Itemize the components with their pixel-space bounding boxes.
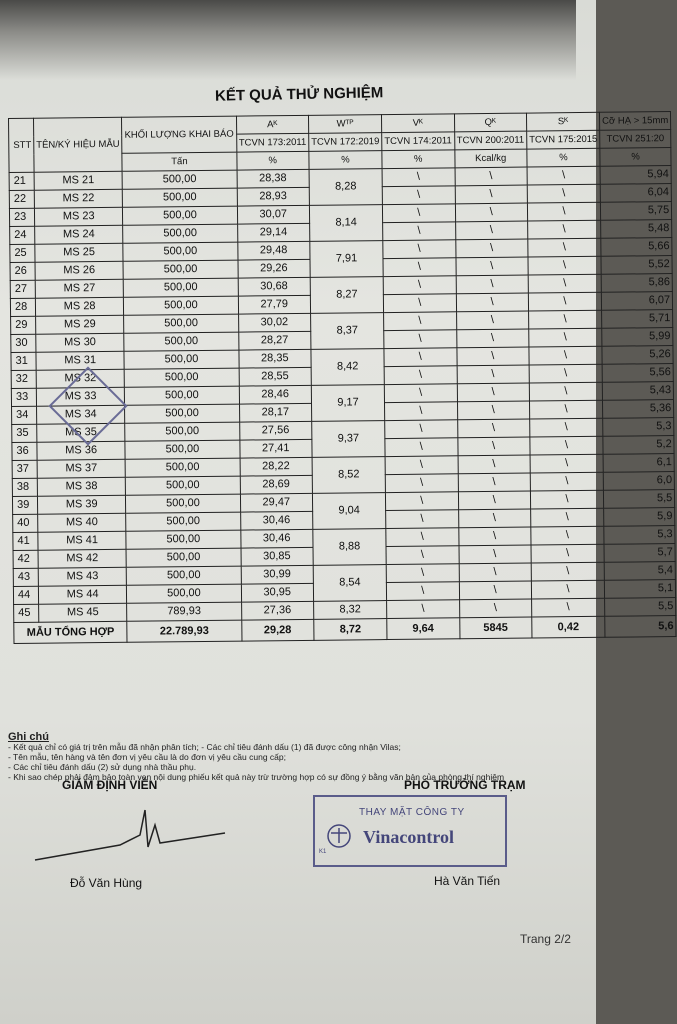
cell-kl: 500,00: [123, 242, 237, 261]
cell-q: \: [456, 293, 529, 312]
cell-s: \: [529, 346, 602, 365]
cell-stt: 23: [9, 208, 34, 226]
cell-v: \: [386, 546, 459, 565]
cell-v: \: [384, 330, 457, 349]
cell-stt: 36: [12, 442, 37, 460]
cell-s: \: [531, 562, 604, 581]
cell-c: 5,5: [603, 490, 674, 509]
cell-s: \: [528, 238, 601, 257]
cell-a: 28,22: [240, 457, 313, 476]
cell-c: 5,52: [601, 256, 672, 275]
total-w: 8,72: [314, 619, 387, 641]
cell-v: \: [386, 528, 459, 547]
cell-a: 28,46: [239, 385, 312, 404]
cell-stt: 26: [10, 262, 35, 280]
cell-q: \: [457, 401, 530, 420]
unit-kl: Tấn: [122, 152, 236, 171]
header-kl: KHỐI LƯỢNG KHAI BÁO: [122, 116, 237, 153]
cell-c: 5,75: [600, 202, 671, 221]
cell-kl: 500,00: [123, 224, 237, 243]
std-q: TCVN 200:2011: [454, 131, 527, 150]
cell-v: \: [386, 510, 459, 529]
cell-a: 29,47: [240, 493, 313, 512]
cell-name: MS 43: [38, 567, 127, 586]
cell-c: 5,56: [602, 364, 673, 383]
cell-v: \: [383, 222, 456, 241]
cell-c: 5,7: [604, 544, 675, 563]
cell-kl: 500,00: [122, 170, 236, 189]
cell-a: 30,46: [240, 511, 313, 530]
cell-v: \: [384, 366, 457, 385]
cell-w: 9,37: [312, 421, 385, 458]
cell-q: \: [456, 311, 529, 330]
cell-name: MS 34: [36, 405, 125, 424]
cell-name: MS 37: [37, 459, 126, 478]
cell-v: \: [385, 402, 458, 421]
cell-v: \: [386, 564, 459, 583]
cell-name: MS 41: [38, 531, 127, 550]
cell-s: \: [531, 598, 604, 617]
header-s: Sᴷ: [526, 112, 599, 131]
cell-c: 5,3: [604, 526, 675, 545]
cell-v: \: [385, 456, 458, 475]
cell-w: 8,32: [314, 601, 387, 620]
header-v: Vᴷ: [382, 114, 455, 133]
cell-stt: 28: [10, 298, 35, 316]
cell-a: 27,56: [239, 421, 312, 440]
cell-w: 9,17: [311, 385, 384, 422]
stamp-code: K1: [319, 849, 327, 855]
cell-v: \: [382, 168, 455, 187]
cell-s: \: [528, 256, 601, 275]
cell-name: MS 45: [39, 603, 128, 622]
cell-c: 6,07: [601, 292, 672, 311]
cell-q: \: [455, 203, 528, 222]
cell-a: 28,55: [239, 367, 312, 386]
cell-q: \: [458, 455, 531, 474]
unit-c: %: [600, 148, 671, 167]
cell-c: 6,04: [600, 184, 671, 203]
cell-q: \: [458, 473, 531, 492]
cell-kl: 500,00: [126, 476, 240, 495]
cell-stt: 34: [12, 406, 37, 424]
cell-stt: 38: [12, 478, 37, 496]
cell-stt: 24: [10, 226, 35, 244]
cell-kl: 500,00: [125, 422, 239, 441]
cell-name: MS 22: [34, 189, 123, 208]
cell-a: 30,95: [241, 583, 314, 602]
cell-v: \: [385, 474, 458, 493]
cell-s: \: [530, 472, 603, 491]
cell-s: \: [529, 400, 602, 419]
cell-c: 6,0: [603, 472, 674, 491]
cell-w: 9,04: [312, 493, 385, 530]
cell-a: 30,68: [238, 277, 311, 296]
cell-s: \: [527, 202, 600, 221]
cell-q: \: [455, 257, 528, 276]
cell-v: \: [384, 348, 457, 367]
cell-q: \: [457, 437, 530, 456]
cell-name: MS 26: [35, 261, 124, 280]
cell-kl: 500,00: [124, 296, 238, 315]
cell-v: \: [384, 384, 457, 403]
cell-a: 27,36: [241, 601, 314, 620]
note-line: - Kết quả chỉ có giá trị trên mẫu đã nhận phân tích; - Các chỉ tiêu đánh dấu (1) đã được công nhận Vilas;: [8, 742, 401, 752]
cell-kl: 500,00: [125, 404, 239, 423]
cell-q: \: [458, 509, 531, 528]
cell-a: 29,26: [238, 259, 311, 278]
cell-q: \: [458, 527, 531, 546]
cell-q: \: [456, 275, 529, 294]
cell-kl: 789,93: [127, 602, 241, 621]
std-v: TCVN 174:2011: [382, 132, 455, 151]
cell-kl: 500,00: [124, 314, 238, 333]
cell-kl: 500,00: [126, 494, 240, 513]
total-a: 29,28: [241, 619, 314, 641]
cell-a: 29,48: [237, 241, 310, 260]
cell-s: \: [530, 436, 603, 455]
cell-stt: 21: [9, 172, 34, 190]
inspector-name: Đỗ Văn Hùng: [70, 876, 143, 890]
unit-s: %: [527, 148, 600, 167]
cell-w: 8,42: [311, 349, 384, 386]
notes-block: [8, 732, 504, 782]
cell-kl: 500,00: [124, 278, 238, 297]
cell-name: MS 28: [35, 297, 124, 316]
cell-name: MS 33: [36, 387, 125, 406]
cell-stt: 25: [10, 244, 35, 262]
std-s: TCVN 175:2015: [527, 130, 600, 149]
cell-name: MS 31: [36, 351, 125, 370]
cell-v: \: [383, 258, 456, 277]
std-c: TCVN 251:20: [600, 130, 671, 149]
cell-v: \: [387, 600, 460, 619]
cell-a: 30,07: [237, 205, 310, 224]
cell-c: 5,99: [602, 328, 673, 347]
cell-a: 30,99: [241, 565, 314, 584]
header-stt: STT: [9, 118, 35, 172]
cell-name: MS 24: [35, 225, 124, 244]
cell-stt: 35: [12, 424, 37, 442]
unit-q: Kcal/kg: [454, 149, 527, 168]
cell-name: MS 38: [37, 477, 126, 496]
cell-a: 28,35: [238, 349, 311, 368]
cell-s: \: [527, 184, 600, 203]
cell-kl: 500,00: [125, 386, 239, 405]
cell-v: \: [386, 582, 459, 601]
total-c: 5,6: [605, 616, 676, 638]
cell-stt: 42: [13, 550, 38, 568]
cell-c: 6,1: [603, 454, 674, 473]
cell-kl: 500,00: [124, 350, 238, 369]
cell-q: \: [455, 167, 528, 186]
cell-a: 28,38: [237, 169, 310, 188]
cell-s: \: [531, 508, 604, 527]
cell-name: MS 42: [38, 549, 127, 568]
cell-name: MS 23: [34, 207, 123, 226]
cell-name: MS 21: [34, 171, 123, 190]
cell-q: \: [456, 347, 529, 366]
cell-stt: 37: [12, 460, 37, 478]
inspector-title: GIÁM ĐỊNH VIÊN: [62, 778, 158, 792]
cell-v: \: [382, 186, 455, 205]
cell-c: 5,2: [603, 436, 674, 455]
cell-kl: 500,00: [126, 512, 240, 531]
note-line: - Khi sao chép phải đảm bảo toàn vẹn nội dung phiếu kết quả này trừ trường hợp có sự đồng ý bằng văn bản của phòng thí nghiệm: [8, 772, 505, 782]
cell-stt: 39: [12, 496, 37, 514]
total-s: 0,42: [532, 616, 605, 638]
unit-v: %: [382, 150, 455, 169]
cell-c: 5,48: [601, 220, 672, 239]
cell-q: \: [459, 563, 532, 582]
deputy-title: PHÓ TRƯỞNG TRẠM: [404, 778, 526, 792]
cell-s: \: [528, 292, 601, 311]
cell-kl: 500,00: [123, 188, 237, 207]
total-q: 5845: [459, 617, 532, 639]
cell-kl: 500,00: [127, 566, 241, 585]
cell-a: 28,93: [237, 187, 310, 206]
notes-heading: Ghi chú: [8, 731, 49, 743]
cell-name: MS 40: [38, 513, 127, 532]
cell-name: MS 39: [37, 495, 126, 514]
unit-w: %: [309, 151, 382, 170]
cell-c: 5,36: [603, 400, 674, 419]
cell-v: \: [385, 420, 458, 439]
cell-w: 8,27: [310, 277, 383, 314]
cell-stt: 27: [10, 280, 35, 298]
cell-a: 30,85: [241, 547, 314, 566]
cell-s: \: [529, 364, 602, 383]
cell-kl: 500,00: [125, 440, 239, 459]
cell-stt: 30: [11, 334, 36, 352]
company-stamp: [313, 795, 507, 867]
cell-v: \: [386, 492, 459, 511]
cell-a: 27,41: [239, 439, 312, 458]
cell-v: \: [383, 204, 456, 223]
cell-c: 5,3: [603, 418, 674, 437]
cell-s: \: [527, 166, 600, 185]
cell-name: MS 36: [37, 441, 126, 460]
cell-s: \: [529, 328, 602, 347]
cell-w: 7,91: [310, 241, 383, 278]
cell-v: \: [384, 312, 457, 331]
cell-c: 5,4: [604, 562, 675, 581]
note-line: - Tên mẫu, tên hàng và tên đơn vị yêu cầu là do đơn vị yêu cầu cung cấp;: [8, 752, 286, 762]
results-table: [8, 111, 677, 644]
cell-stt: 40: [13, 514, 38, 532]
cell-c: 5,71: [602, 310, 673, 329]
cell-kl: 500,00: [124, 332, 238, 351]
cell-q: \: [455, 239, 528, 258]
cell-c: 5,66: [601, 238, 672, 257]
cell-name: MS 25: [35, 243, 124, 262]
cell-name: MS 32: [36, 369, 125, 388]
header-a: Aᴷ: [236, 115, 309, 134]
cell-c: 5,5: [605, 598, 676, 617]
cell-s: \: [529, 382, 602, 401]
cell-a: 27,79: [238, 295, 311, 314]
cell-s: \: [528, 220, 601, 239]
inspector-signature: [30, 805, 230, 865]
cell-kl: 500,00: [125, 458, 239, 477]
cell-w: 8,14: [309, 205, 382, 242]
total-label: MẪU TỔNG HỢP: [14, 621, 128, 643]
cell-q: \: [459, 581, 532, 600]
cell-q: \: [458, 491, 531, 510]
cell-a: 29,14: [237, 223, 310, 242]
cell-v: \: [383, 294, 456, 313]
deputy-name: Hà Văn Tiến: [434, 874, 501, 888]
cell-c: 5,43: [602, 382, 673, 401]
cell-kl: 500,00: [123, 260, 237, 279]
cell-a: 28,17: [239, 403, 312, 422]
header-w: Wᵀᴾ: [308, 115, 381, 134]
cell-stt: 45: [14, 604, 39, 622]
cell-c: 5,9: [604, 508, 675, 527]
cell-s: \: [528, 274, 601, 293]
cell-s: \: [528, 310, 601, 329]
cell-name: MS 35: [37, 423, 126, 442]
cell-v: \: [385, 438, 458, 457]
cell-kl: 500,00: [126, 548, 240, 567]
cell-a: 30,02: [238, 313, 311, 332]
cell-q: \: [457, 365, 530, 384]
cell-v: \: [383, 240, 456, 259]
cell-name: MS 27: [35, 279, 124, 298]
stamp-brand: Vinacontrol: [363, 827, 455, 847]
scales-icon: [325, 823, 353, 849]
cell-c: 5,94: [600, 166, 671, 185]
cell-s: \: [531, 544, 604, 563]
cell-s: \: [531, 580, 604, 599]
cell-s: \: [530, 490, 603, 509]
cell-kl: 500,00: [126, 530, 240, 549]
total-kl: 22.789,93: [127, 620, 241, 642]
std-w: TCVN 172:2019: [309, 133, 382, 152]
cell-stt: 32: [11, 370, 36, 388]
stamp-top-text: THAY MẶT CÔNG TY: [359, 807, 465, 818]
cell-kl: 500,00: [124, 368, 238, 387]
cell-stt: 29: [11, 316, 36, 334]
cell-q: \: [457, 419, 530, 438]
cell-q: \: [456, 329, 529, 348]
note-line: - Các chỉ tiêu đánh dấu (2) sử dụng nhà thầu phụ.: [8, 762, 197, 772]
cell-c: 5,1: [604, 580, 675, 599]
cell-w: 8,88: [313, 529, 386, 566]
cell-q: \: [459, 599, 532, 618]
cell-s: \: [530, 454, 603, 473]
document-title: KẾT QUẢ THỬ NGHIỆM: [214, 84, 384, 105]
cell-name: MS 30: [36, 333, 125, 352]
cell-a: 30,46: [240, 529, 313, 548]
cell-q: \: [455, 185, 528, 204]
cell-kl: 500,00: [127, 584, 241, 603]
cell-c: 5,86: [601, 274, 672, 293]
cell-q: \: [457, 383, 530, 402]
cell-stt: 43: [13, 568, 38, 586]
cell-stt: 31: [11, 352, 36, 370]
cell-a: 28,69: [240, 475, 313, 494]
cell-q: \: [455, 221, 528, 240]
cell-s: \: [530, 418, 603, 437]
header-q: Qᴷ: [454, 113, 527, 132]
cell-q: \: [459, 545, 532, 564]
cell-stt: 33: [11, 388, 36, 406]
cell-v: \: [383, 276, 456, 295]
cell-w: 8,28: [309, 169, 382, 206]
cell-w: 8,54: [313, 565, 386, 602]
cell-name: MS 44: [38, 585, 127, 604]
cell-stt: 44: [13, 586, 38, 604]
unit-a: %: [236, 151, 309, 170]
page-number: Trang 2/2: [520, 932, 571, 946]
total-v: 9,64: [387, 618, 460, 640]
cell-name: MS 29: [36, 315, 125, 334]
cell-stt: 22: [9, 190, 34, 208]
header-name: TÊN/KÝ HIỆU MẪU: [33, 117, 122, 172]
cell-w: 8,37: [311, 313, 384, 350]
cell-stt: 41: [13, 532, 38, 550]
cell-w: 8,52: [312, 457, 385, 494]
cell-c: 5,26: [602, 346, 673, 365]
cell-a: 28,27: [238, 331, 311, 350]
cell-kl: 500,00: [123, 206, 237, 225]
cell-s: \: [531, 526, 604, 545]
std-a: TCVN 173:2011: [236, 133, 309, 152]
header-c: Cỡ HẠ > 15mm: [600, 112, 671, 131]
